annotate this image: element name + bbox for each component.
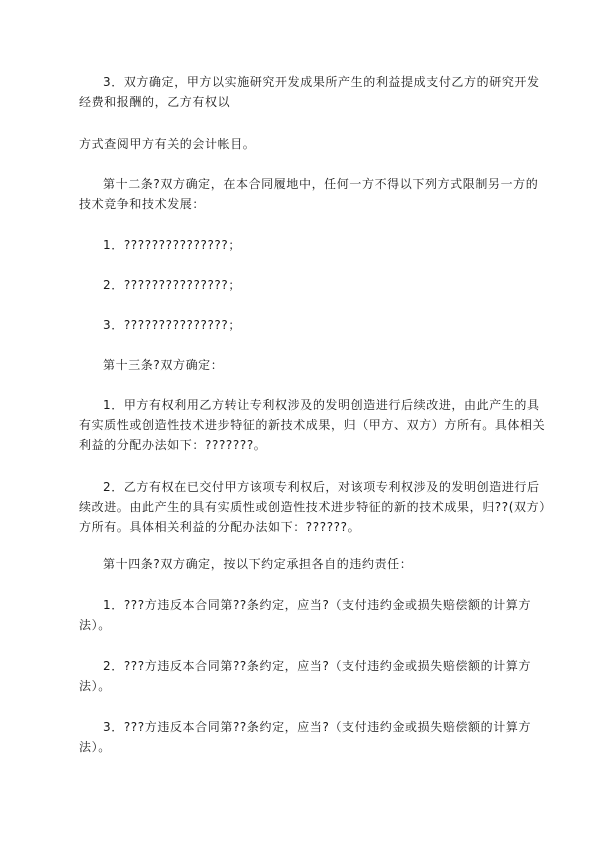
article-13-item-1 [79, 395, 546, 455]
article-13-heading [103, 355, 533, 375]
text-line: 方所有。具体相关利益的分配办法如下：??????。 [79, 520, 361, 534]
text-line: 1．甲方有权利用乙方转让专利权涉及的发明创造进行后续改进，由此产生的具 [103, 398, 540, 412]
text-line: 2．???????????????； [103, 278, 241, 292]
text-line: 法）。 [79, 679, 111, 693]
text-line: 有实质性或创造性技术进步特征的新技术成果，归（甲方、双方）方所有。具体相关 [79, 418, 546, 432]
text-line: 利益的分配办法如下：???????。 [79, 438, 267, 452]
text-line: 续改进。由此产生的具有实质性或创造性技术进步特征的新的技术成果，归??(双方） [79, 500, 552, 514]
text-line: 方式查阅甲方有关的会计帐目。 [79, 137, 256, 151]
text-line: 经费和报酬的，乙方有权以 [79, 95, 231, 109]
text-line: 3．???????????????； [103, 318, 241, 332]
text-line: 1．???方违反本合同第??条约定，应当?（支付违约金或损失赔偿额的计算方 [103, 598, 532, 612]
text-line: 技术竞争和技术发展： [79, 197, 206, 211]
article-12-item-3 [103, 315, 533, 335]
text-line: 第十三条?双方确定： [103, 358, 224, 372]
text-line: 2．乙方有权在已交付甲方该项专利权后，对该项专利权涉及的发明创造进行后 [103, 480, 540, 494]
text-line: 第十四条?双方确定，按以下约定承担各自的违约责任： [103, 557, 413, 571]
article-14-item-2 [79, 656, 533, 696]
text-line: 3．双方确定，甲方以实施研究开发成果所产生的利益提成支付乙方的研究开发 [103, 75, 540, 89]
article-14-item-1 [79, 595, 533, 635]
text-line: 法）。 [79, 740, 111, 754]
text-line: 第十二条?双方确定，在本合同履地中，任何一方不得以下列方式限制另一方的 [103, 177, 539, 191]
text-line: 1．???????????????； [103, 238, 241, 252]
article-12-item-2 [103, 275, 533, 295]
paragraph-3-research-profit [79, 72, 540, 112]
text-line: 3．???方违反本合同第??条约定，应当?（支付违约金或损失赔偿额的计算方 [103, 720, 532, 734]
text-line: 2．???方违反本合同第??条约定，应当?（支付违约金或损失赔偿额的计算方 [103, 659, 532, 673]
paragraph-audit-accounts [79, 134, 533, 154]
article-13-item-2 [79, 477, 552, 537]
article-14-heading [103, 554, 533, 574]
article-14-item-3 [79, 717, 533, 757]
article-12-heading [79, 174, 539, 214]
article-12-item-1 [103, 235, 533, 255]
text-line: 法）。 [79, 618, 111, 632]
